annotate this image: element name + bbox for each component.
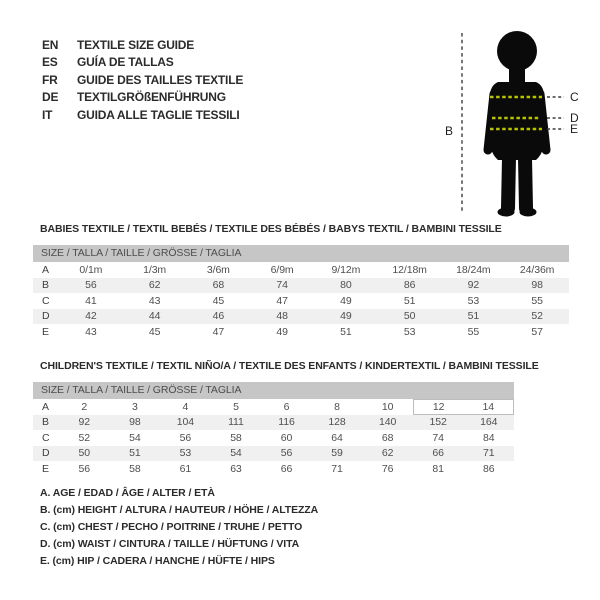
size-cell: 2 (81, 400, 88, 413)
row-label: B (42, 416, 49, 429)
language-title: GUÍA DE TALLAS (77, 55, 174, 70)
size-cell: 12/18m (392, 263, 427, 276)
measurement-cell: 84 (482, 431, 495, 444)
measurement-cell: 68 (381, 431, 394, 444)
row-label: E (42, 462, 49, 475)
measurement-cell: 55 (467, 325, 480, 338)
measurement-cell: 50 (78, 447, 91, 460)
measurement-cell: 50 (403, 310, 416, 323)
row-label: A (42, 263, 49, 276)
measurement-cell: 58 (230, 431, 242, 444)
measurement-cell: 54 (129, 431, 141, 444)
measurement-cell: 164 (480, 416, 498, 429)
measurement-cell: 59 (331, 447, 343, 460)
language-title: GUIDE DES TAILLES TEXTILE (77, 72, 244, 87)
table-row (33, 278, 569, 294)
size-cell: 1/3m (143, 263, 167, 276)
measurement-cell: 76 (381, 462, 394, 475)
measurement-cell: 86 (403, 279, 416, 292)
size-cell: 12 (413, 399, 464, 415)
size-cell: 24/36m (519, 263, 555, 276)
measurement-cell: 68 (212, 279, 225, 292)
measurement-cell: 53 (403, 325, 416, 338)
measurement-cell: 47 (276, 294, 288, 307)
babies-size-table (33, 245, 569, 340)
language-code: DE (42, 90, 59, 105)
measurement-cell: 42 (85, 310, 97, 323)
figure-label-d: D (570, 111, 579, 125)
table-row (33, 446, 514, 462)
measurement-cell: 51 (340, 325, 352, 338)
measurement-cell: 52 (531, 310, 543, 323)
measurement-cell: 61 (179, 462, 192, 475)
table-row (33, 461, 514, 477)
measurement-cell: 92 (467, 279, 480, 292)
language-code: ES (42, 55, 58, 70)
language-code: EN (42, 37, 59, 52)
babies-table-caption: BABIES TEXTILE / TEXTIL BEBÉS / TEXTILE DES BÉBÉS / BABYS TEXTIL / BAMBINI TESSILE (40, 223, 502, 235)
legend-line-height: B. (cm) HEIGHT / ALTURA / HAUTEUR / HÖHE / ALTEZZA (40, 504, 319, 516)
measurement-cell: 140 (378, 416, 397, 429)
measurement-cell: 74 (276, 279, 288, 292)
measurement-cell: 58 (129, 462, 141, 475)
language-title: TEXTILE SIZE GUIDE (77, 37, 195, 52)
children-table-body (33, 399, 514, 477)
table-row (33, 324, 569, 340)
measurement-cell: 116 (278, 416, 295, 429)
babies-table-body (33, 262, 569, 340)
size-cell: 14 (463, 399, 514, 415)
table-row (33, 430, 514, 446)
measurement-cell: 41 (85, 294, 97, 307)
child-silhouette-figure (430, 10, 600, 230)
figure-label-b: B (445, 124, 454, 138)
size-cell: 0/1m (79, 263, 103, 276)
measurement-cell: 104 (176, 416, 194, 429)
measurement-cell: 56 (280, 447, 293, 460)
size-cell: 9/12m (331, 263, 361, 276)
measurement-cell: 71 (331, 462, 343, 475)
language-row-it (42, 106, 243, 124)
measurement-cell: 98 (129, 416, 141, 429)
measurement-cell: 128 (328, 416, 346, 429)
measurement-cell: 48 (276, 310, 288, 323)
legend-line-waist: D. (cm) WAIST / CINTURA / TAILLE / HÜFTUNG / VITA (40, 538, 300, 550)
measurement-cell: 56 (78, 462, 91, 475)
measurement-cell: 66 (280, 462, 293, 475)
measurement-cell: 52 (78, 431, 91, 444)
size-cell: 6 (283, 400, 290, 413)
size-cell: 6/9m (270, 263, 294, 276)
measurement-cell: 66 (432, 447, 444, 460)
measurement-cell: 64 (331, 431, 343, 444)
child-silhouette (488, 31, 546, 217)
measurement-cell: 86 (482, 462, 495, 475)
children-size-table (33, 382, 514, 477)
measurement-cell: 57 (531, 325, 543, 338)
legend-line-age: A. AGE / EDAD / ÂGE / ALTER / ETÀ (40, 487, 215, 499)
language-code: IT (42, 107, 53, 122)
size-cell: 5 (233, 400, 239, 413)
measurement-cell: 92 (78, 416, 91, 429)
measurement-cell: 56 (179, 431, 192, 444)
measurement-cell: 44 (148, 310, 161, 323)
measurement-cell: 47 (212, 325, 225, 338)
measurement-cell: 51 (129, 447, 141, 460)
legend-line-chest: C. (cm) CHEST / PECHO / POITRINE / TRUHE / PETTO (40, 521, 303, 533)
row-label: C (42, 431, 50, 444)
measurement-cell: 63 (230, 462, 242, 475)
size-cell: 18/24m (456, 263, 491, 276)
measurement-cell: 45 (212, 294, 225, 307)
table-row (33, 293, 569, 309)
children-table-caption: CHILDREN'S TEXTILE / TEXTIL NIÑO/A / TEXTILE DES ENFANTS / KINDERTEXTIL / BAMBINI TESSILE (40, 360, 539, 372)
language-row-en (42, 36, 243, 54)
size-cell: 10 (381, 400, 394, 413)
measurement-cell: 45 (148, 325, 161, 338)
measurement-cell: 55 (531, 294, 543, 307)
figure-label-c: C (570, 90, 579, 104)
size-cell: 3/6m (206, 263, 230, 276)
measurement-cell: 62 (148, 279, 161, 292)
measurement-cell: 43 (148, 294, 161, 307)
measurement-cell: 60 (280, 431, 293, 444)
size-cell: 8 (334, 400, 340, 413)
size-cell: 3 (131, 400, 138, 413)
language-code: FR (42, 72, 58, 87)
measurement-cell: 53 (467, 294, 480, 307)
measurement-cell: 111 (228, 416, 244, 429)
language-list (42, 36, 243, 124)
measurement-cell: 62 (381, 447, 394, 460)
measurement-cell: 49 (276, 325, 288, 338)
measurement-legend (40, 485, 318, 570)
language-row-de (42, 89, 243, 107)
babies-table-header: SIZE / TALLA / TAILLE / GRÖSSE / TAGLIA (33, 245, 569, 262)
measurement-cell: 49 (340, 294, 352, 307)
measurement-cell: 53 (179, 447, 192, 460)
table-row (33, 309, 569, 325)
measurement-cell: 74 (432, 431, 444, 444)
legend-line-hip: E. (cm) HIP / CADERA / HANCHE / HÜFTE / HIPS (40, 555, 275, 567)
row-label: B (42, 279, 49, 292)
children-table-header: SIZE / TALLA / TAILLE / GRÖSSE / TAGLIA (33, 382, 514, 399)
language-row-fr (42, 71, 243, 89)
measurement-cell: 56 (85, 279, 97, 292)
row-label: C (42, 294, 50, 307)
measurement-cell: 152 (429, 416, 447, 429)
measurement-cell: 46 (212, 310, 225, 323)
language-title: GUIDA ALLE TAGLIE TESSILI (77, 107, 240, 122)
figure-label-e: E (570, 122, 579, 136)
row-label: A (42, 400, 49, 413)
table-row (33, 415, 514, 431)
language-title: TEXTILGRÖßENFÜHRUNG (77, 90, 226, 105)
measurement-cell: 43 (85, 325, 97, 338)
measurement-cell: 54 (230, 447, 242, 460)
measurement-cell: 51 (467, 310, 480, 323)
row-label: D (42, 447, 50, 460)
table-row (33, 399, 514, 415)
row-label: E (42, 325, 49, 338)
language-row-es (42, 54, 243, 72)
measurement-cell: 49 (340, 310, 352, 323)
measurement-cell: 71 (482, 447, 495, 460)
size-cell: 4 (182, 400, 189, 413)
measurement-cell: 80 (340, 279, 352, 292)
table-row (33, 262, 569, 278)
row-label: D (42, 310, 50, 323)
measurement-cell: 81 (432, 462, 444, 475)
measurement-cell: 98 (531, 279, 543, 292)
measurement-cell: 51 (403, 294, 416, 307)
